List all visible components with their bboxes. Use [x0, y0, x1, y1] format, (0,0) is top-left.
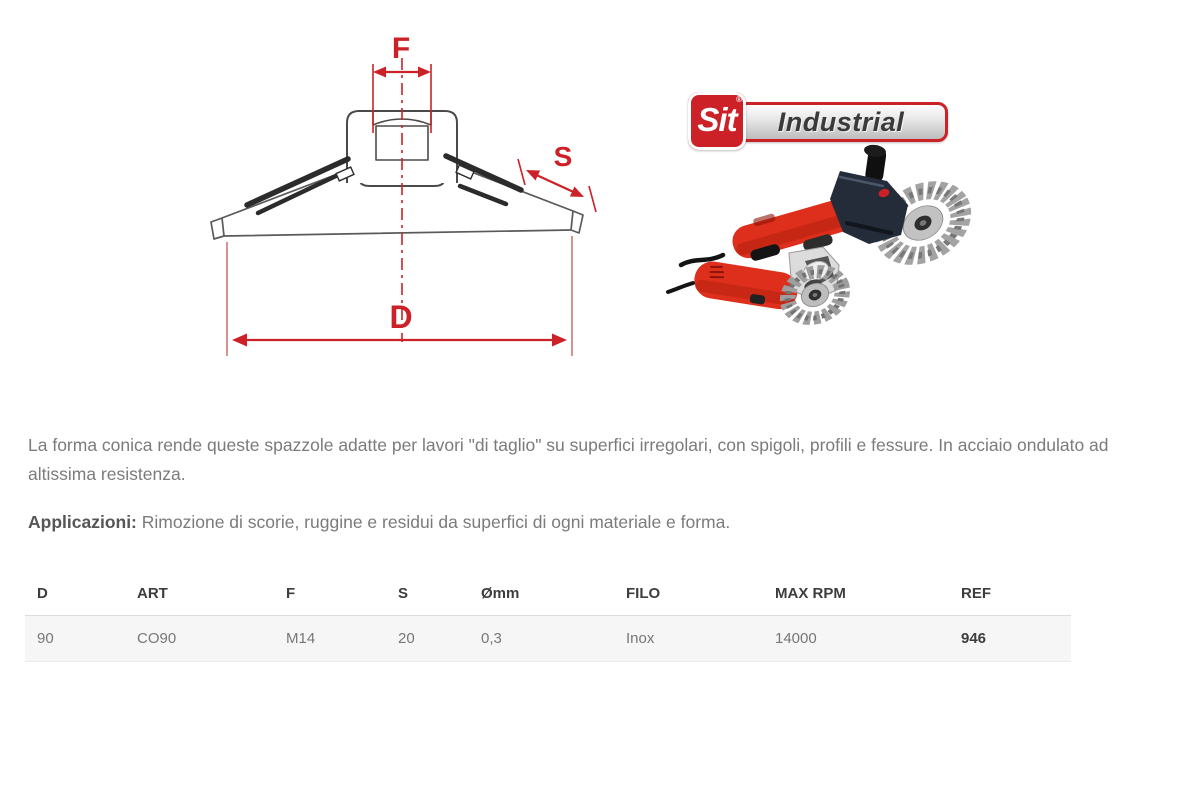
applications-line — [28, 508, 1168, 537]
industrial-banner — [734, 102, 948, 142]
brush-dimension-diagram — [180, 20, 630, 365]
cell-s: 20 — [386, 616, 469, 662]
cell-filo: Inox — [614, 616, 763, 662]
col-header-max-rpm: MAX RPM — [763, 575, 949, 616]
small-grinder-cord — [668, 283, 693, 292]
cell-diam-mm: 0,3 — [469, 616, 614, 662]
spec-table-header-row — [25, 575, 1071, 616]
col-header-d: D — [25, 575, 125, 616]
applications-text: Rimozione di scorie, ruggine e residui da superfici di ogni materiale e forma. — [136, 512, 731, 532]
col-header-diam-mm: Ømm — [469, 575, 614, 616]
cell-max-rpm: 14000 — [763, 616, 949, 662]
col-header-s: S — [386, 575, 469, 616]
registered-trademark-mark: ® — [736, 95, 742, 104]
dimension-f-label: F — [391, 32, 411, 65]
spec-table — [25, 575, 1071, 662]
col-header-filo: FILO — [614, 575, 763, 616]
dimension-s-label: S — [553, 141, 573, 172]
dimension-d-label: D — [389, 299, 413, 335]
nut-outline — [347, 111, 457, 186]
small-grinder-body — [692, 259, 801, 312]
cell-f: M14 — [274, 616, 386, 662]
dimension-d — [227, 236, 572, 356]
applications-label: Applicazioni: — [28, 512, 137, 532]
product-description: La forma conica rende queste spazzole adatte per lavori "di taglio" su superfici irregolari, con spigoli, profili e fessure. In acciaio ondulato ad altissima resistenza. — [28, 435, 1109, 484]
cell-art: CO90 — [125, 616, 274, 662]
spec-table-row — [25, 616, 1071, 662]
col-header-f: F — [274, 575, 386, 616]
grinders-product-photo — [655, 143, 995, 338]
industrial-banner-text: Industrial — [777, 106, 905, 137]
cell-d: 90 — [25, 616, 125, 662]
col-header-art: ART — [125, 575, 274, 616]
col-header-ref: REF — [949, 575, 1071, 616]
sit-logo-text: Sit — [697, 101, 737, 138]
cell-ref: 946 — [949, 616, 1071, 662]
sit-logo-badge — [688, 92, 746, 150]
